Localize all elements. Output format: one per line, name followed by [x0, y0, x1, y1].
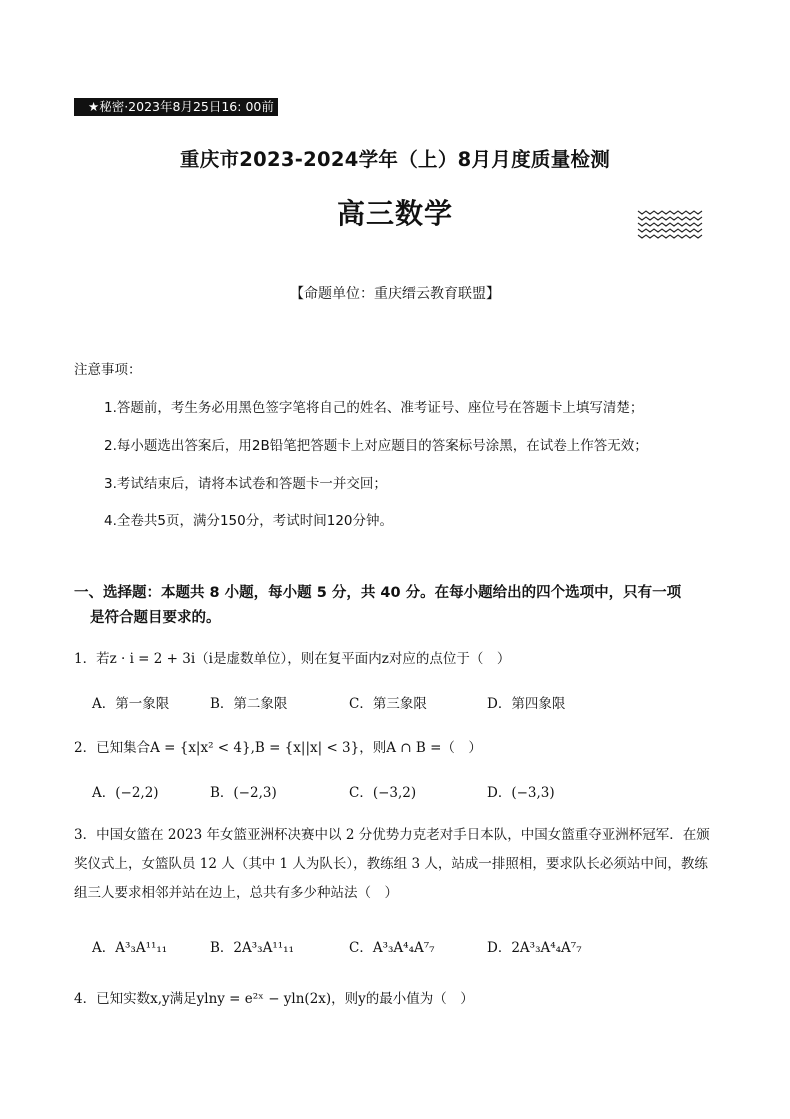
notice-item: 4.全卷共5页，满分150分，考试时间120分钟。 — [104, 513, 394, 529]
question-1-option-b: B．第二象限 — [210, 696, 288, 712]
notice-heading: 注意事项： — [74, 362, 142, 378]
question-1-option-d: D．第四象限 — [487, 696, 566, 712]
question-1: 1．若z · i = 2 + 3i（i是虚数单位），则在复平面内z对应的点位于（ ） — [74, 651, 511, 667]
zigzag-pattern-icon — [636, 208, 708, 240]
question-1-option-c: C．第三象限 — [349, 696, 427, 712]
question-2-option-d: D．(−3,3) — [487, 785, 555, 801]
question-3-option-a: A．A³₃A¹¹₁₁ — [92, 940, 168, 956]
confidential-label: ★秘密·2023年8月25日16: 00前 — [74, 98, 278, 116]
question-2-option-b: B．(−2,3) — [210, 785, 277, 801]
exam-subject: 高三数学 — [336, 197, 453, 230]
author-unit: 【命题单位：重庆缙云教育联盟】 — [290, 286, 500, 302]
notice-item: 1.答题前，考生务必用黑色签字笔将自己的姓名、准考证号、座位号在答题卡上填写清楚； — [104, 400, 644, 416]
question-2-option-c: C．(−3,2) — [349, 785, 417, 801]
question-4: 4．已知实数x,y满足ylny = e²ˣ − yln(2x)，则y的最小值为（ ） — [74, 991, 474, 1007]
question-3-option-d: D．2A³₃A⁴₄A⁷₇ — [487, 940, 582, 956]
notice-item: 3.考试结束后，请将本试卷和答题卡一并交回； — [104, 476, 387, 492]
section-heading-line: 一、选择题：本题共 8 小题，每小题 5 分，共 40 分。在每小题给出的四个选项中，只有一项 — [74, 585, 682, 601]
question-2: 2．已知集合A = {x|x² < 4},B = {x||x| < 3}，则A ∩ B =（ ） — [74, 740, 482, 756]
section-heading — [74, 581, 724, 631]
question-1-option-a: A．第一象限 — [92, 696, 170, 712]
question-3-option-b: B．2A³₃A¹¹₁₁ — [210, 940, 294, 956]
notice-item: 2.每小题选出答案后，用2B铅笔把答题卡上对应题目的答案标号涂黑，在试卷上作答无效； — [104, 438, 648, 454]
question-3: 3．中国女篮在 2023 年女篮亚洲杯决赛中以 2 分优势力克老对手日本队，中国女篮重夺亚洲杯冠军．在颁奖仪式上，女篮队员 12 人（其中 1 人为队长），教练组 3 人，站成一排照相，要求队长必须站中间，教练组三人要求相邻并站在边上，总共有多少种站法（ ） — [74, 827, 710, 901]
section-heading-line: 是符合题目要求的。 — [90, 610, 221, 626]
exam-title: 重庆市2023-2024学年（上）8月月度质量检测 — [179, 148, 611, 171]
question-2-option-a: A．(−2,2) — [92, 785, 159, 801]
question-3-option-c: C．A³₃A⁴₄A⁷₇ — [349, 940, 435, 956]
